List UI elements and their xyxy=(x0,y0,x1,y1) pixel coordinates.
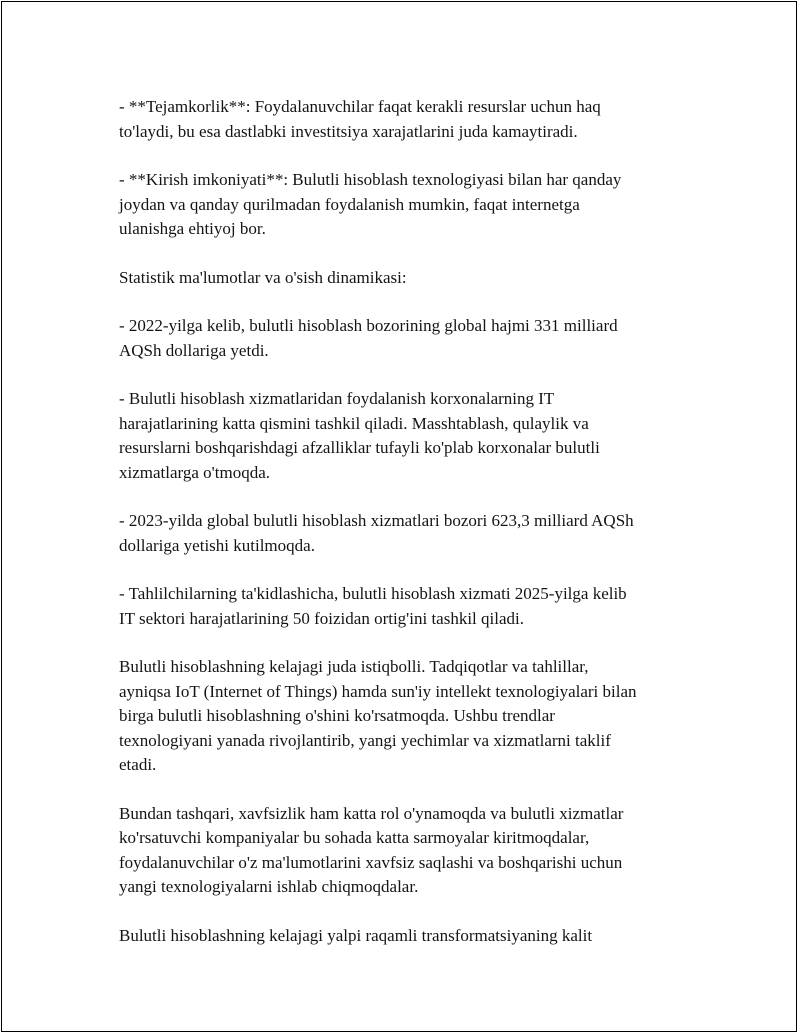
paragraph-market-2022: - 2022-yilga kelib, bulutli hisoblash bozorining global hajmi 331 milliard AQSh dollariga yetdi. xyxy=(119,316,618,360)
page-frame xyxy=(1,1,797,1032)
paragraph-security: Bundan tashqari, xavfsizlik ham katta rol o'ynamoqda va bulutli xizmatlar ko'rsatuvchi kompaniyalar bu sohada katta sarmoyalar kiritmoqdalar, foydalanuvchilar o'z ma'lumotlarini xavfsiz saqlashi va boshqarishi uchun yangi texnologiyalarni ishlab chiqmoqdalar. xyxy=(119,803,624,896)
document-body xyxy=(119,95,719,972)
paragraph-cost-efficiency: - **Tejamkorlik**: Foydalanuvchilar faqat kerakli resurslar uchun haq to'laydi, bu esa dastlabki investitsiya xarajatlarini juda kamaytiradi. xyxy=(119,97,601,141)
paragraph-statistics-heading: Statistik ma'lumotlar va o'sish dinamikasi: xyxy=(119,267,407,287)
paragraph-future-outlook: Bulutli hisoblashning kelajagi juda istiqbolli. Tadqiqotlar va tahlillar, ayniqsa IoT (Internet of Things) hamda sun'iy intellekt texnologiyalari bilan birga bulutli hisoblashning o'shini ko'rsatmoqda. Ushbu trendlar texnologiyani yanada rivojlantirib, yangi yechimlar va xizmatlarni taklif etadi. xyxy=(119,657,637,774)
paragraph-analysts-2025: - Tahlilchilarning ta'kidlashicha, bulutli hisoblash xizmati 2025-yilga kelib IT sektori harajatlarining 50 foizidan ortig'ini tashkil qiladi. xyxy=(119,584,627,628)
paragraph-digital-transformation: Bulutli hisoblashning kelajagi yalpi raqamli transformatsiyaning kalit xyxy=(119,925,593,945)
paragraph-it-spending: - Bulutli hisoblash xizmatlaridan foydalanish korxonalarning IT harajatlarining katta qismini tashkil qiladi. Masshtablash, qulaylik va resurslarni boshqarishdagi afzalliklar tufayli ko'plab korxonalar bulutli xizmatlarga o'tmoqda. xyxy=(119,389,600,482)
paragraph-accessibility: - **Kirish imkoniyati**: Bulutli hisoblash texnologiyasi bilan har qanday joydan va qanday qurilmadan foydalanish mumkin, faqat internetga ulanishga ehtiyoj bor. xyxy=(119,170,622,238)
paragraph-market-2023: - 2023-yilda global bulutli hisoblash xizmatlari bozori 623,3 milliard AQSh dollariga yetishi kutilmoqda. xyxy=(119,511,634,555)
